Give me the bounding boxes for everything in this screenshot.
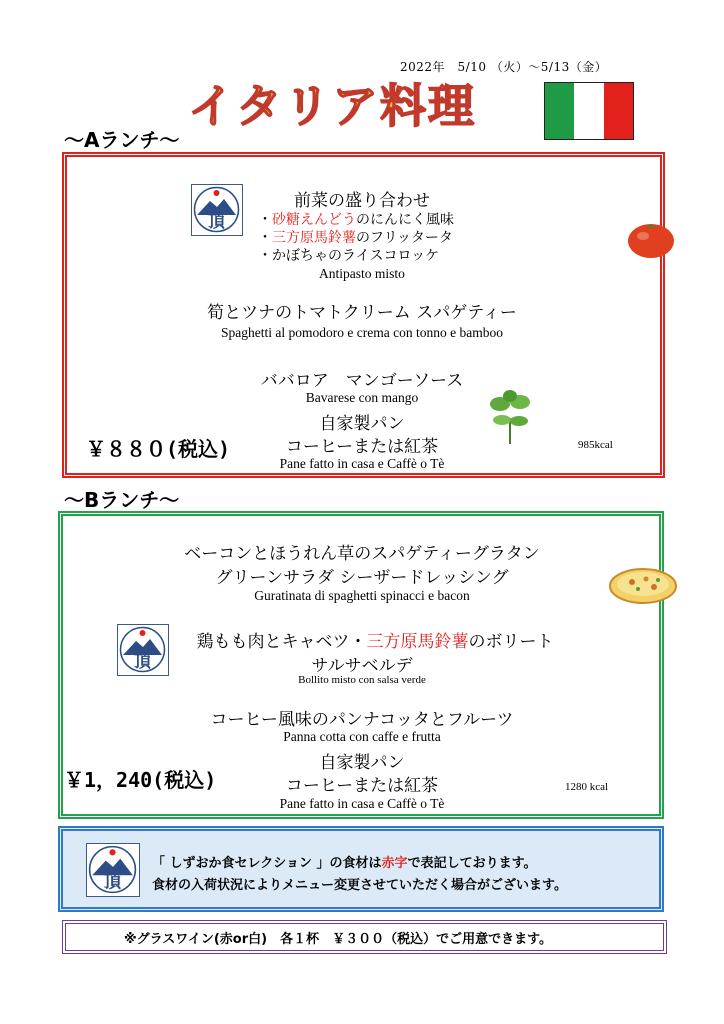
- lunch-a-heading: ～Aランチ～: [64, 128, 180, 152]
- svg-text:頂: 頂: [208, 212, 225, 232]
- appetizer-item: ・砂糖えんどうのにんにく風味: [258, 212, 454, 228]
- appetizer-item: ・かぼちゃのライスコロッケ: [258, 248, 440, 264]
- main-dish-italian: Spaghetti al pomodoro e crema con tonno e bamboo: [221, 325, 503, 340]
- dessert-italian: Panna cotta con caffe e frutta: [283, 729, 441, 744]
- notice-line-2: 食材の入荷状況によりメニュー変更させていただく場合がございます。: [152, 878, 567, 893]
- meat-dish-italian: Bollito misto con salsa verde: [298, 674, 426, 686]
- dessert: ババロア マンゴーソース: [260, 371, 464, 391]
- bread: 自家製パン: [319, 753, 405, 773]
- main-dish: ベーコンとほうれん草のスパゲティーグラタン: [184, 544, 540, 564]
- date-range: 2022年 5/10 （火）～5/13（金）: [400, 60, 608, 74]
- svg-text:頂: 頂: [103, 872, 122, 893]
- tomato-icon: [626, 218, 676, 264]
- wine-offer: ※グラスワイン(赤or白) 各１杯 ￥３００（税込）でご用意できます。: [124, 932, 553, 947]
- basil-icon: [486, 388, 534, 450]
- lunch-a-kcal: 985kcal: [578, 439, 613, 451]
- notice-line-1: 「 しずおか食セレクション 」の食材は赤字で表記しております。: [152, 856, 537, 871]
- appetizer-title: 前菜の盛り合わせ: [294, 191, 430, 211]
- meat-dish-sauce: サルサベルデ: [311, 656, 413, 676]
- appetizer-italian: Antipasto misto: [319, 266, 405, 281]
- drink: コーヒーまたは紅茶: [285, 776, 439, 796]
- lunch-b-heading: ～Bランチ～: [64, 488, 180, 512]
- main-dish: 筍とツナのトマトクリーム スパゲティー: [207, 303, 517, 323]
- dessert: コーヒー風味のパンナコッタとフルーツ: [210, 710, 514, 730]
- italian-flag-icon: [544, 82, 634, 140]
- gratin-dish-icon: [608, 562, 678, 610]
- dessert-italian: Bavarese con mango: [305, 390, 419, 405]
- bread-drink-italian: Pane fatto in casa e Caffè o Tè: [279, 456, 445, 471]
- main-dish-italian: Guratinata di spaghetti spinacci e bacon: [254, 588, 470, 603]
- svg-text:頂: 頂: [134, 652, 151, 672]
- lunch-a-price: ￥８８０(税込): [86, 437, 231, 461]
- lunch-b-price: ￥1，240(税込): [64, 768, 217, 792]
- appetizer-item: ・三方原馬鈴薯のフリッタータ: [258, 230, 453, 246]
- lunch-b-kcal: 1280 kcal: [565, 781, 609, 793]
- bread: 自家製パン: [319, 414, 405, 434]
- meat-dish: 鶏もも肉とキャベツ・三方原馬鈴薯のボリート: [196, 632, 554, 652]
- page-title: イタリア料理: [188, 79, 476, 133]
- salad: グリーンサラダ シーザードレッシング: [215, 568, 509, 588]
- drink: コーヒーまたは紅茶: [285, 437, 439, 457]
- itadaki-logo-icon: [86, 843, 140, 897]
- bread-drink-italian: Pane fatto in casa e Caffè o Tè: [279, 796, 445, 811]
